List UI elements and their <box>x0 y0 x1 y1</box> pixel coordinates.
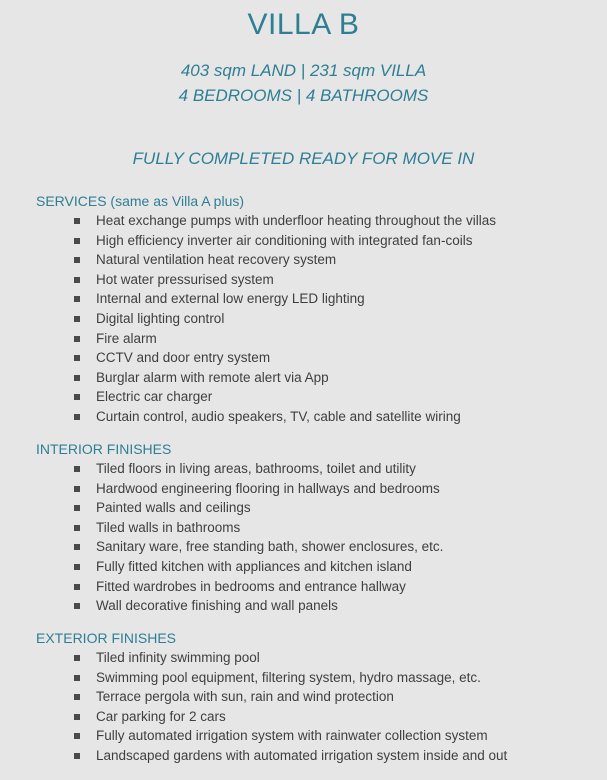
list-item-text: Burglar alarm with remote alert via App <box>96 369 329 385</box>
interior-finishes-list <box>36 459 596 616</box>
square-bullet-icon <box>74 296 80 302</box>
list-item <box>36 707 596 727</box>
square-bullet-icon <box>74 414 80 420</box>
square-bullet-icon <box>74 694 80 700</box>
list-item-text: CCTV and door entry system <box>96 350 271 366</box>
square-bullet-icon <box>74 733 80 739</box>
square-bullet-icon <box>74 564 80 570</box>
list-item <box>36 479 596 499</box>
square-bullet-icon <box>74 603 80 609</box>
square-bullet-icon <box>74 316 80 322</box>
list-item-text: Fire alarm <box>96 330 157 346</box>
list-item-text: Car parking for 2 cars <box>96 708 226 724</box>
list-item-text: Curtain control, audio speakers, TV, cable and satellite wiring <box>96 408 461 424</box>
list-item-text: Tiled infinity swimming pool <box>96 650 260 665</box>
services-list <box>36 211 596 427</box>
list-item-text: Fully fitted kitchen with appliances and kitchen island <box>96 558 412 574</box>
list-item <box>36 289 596 309</box>
list-item <box>36 211 596 231</box>
list-item-text: Swimming pool equipment, filtering system, hydro massage, etc. <box>96 669 481 685</box>
square-bullet-icon <box>74 375 80 381</box>
list-item-text: Painted walls and ceilings <box>96 500 251 516</box>
square-bullet-icon <box>74 675 80 681</box>
list-item <box>36 518 596 538</box>
list-item <box>36 459 596 479</box>
square-bullet-icon <box>74 714 80 720</box>
list-item <box>36 250 596 270</box>
list-item-text: Tiled walls in bathrooms <box>96 519 241 535</box>
interior-finishes-section <box>36 439 596 616</box>
exterior-finishes-heading: EXTERIOR FINISHES <box>36 630 177 646</box>
list-item <box>36 726 596 746</box>
list-item <box>36 231 596 251</box>
square-bullet-icon <box>74 394 80 400</box>
square-bullet-icon <box>74 277 80 283</box>
list-item <box>36 577 596 597</box>
list-item <box>36 668 596 688</box>
list-item <box>36 348 596 368</box>
list-item <box>36 309 596 329</box>
list-item-text: Fitted wardrobes in bedrooms and entrance hallway <box>96 578 406 594</box>
page-title: VILLA B <box>247 8 360 41</box>
square-bullet-icon <box>74 466 80 472</box>
list-item <box>36 746 596 766</box>
list-item-text: Internal and external low energy LED lighting <box>96 291 365 307</box>
list-item-text: Heat exchange pumps with underfloor heating throughout the villas <box>96 213 497 228</box>
square-bullet-icon <box>74 355 80 361</box>
square-bullet-icon <box>74 238 80 244</box>
square-bullet-icon <box>74 486 80 492</box>
list-item <box>36 596 596 616</box>
square-bullet-icon <box>74 257 80 263</box>
square-bullet-icon <box>74 584 80 590</box>
list-item-text: Terrace pergola with sun, rain and wind protection <box>96 689 394 705</box>
interior-finishes-heading: INTERIOR FINISHES <box>36 441 172 457</box>
list-item <box>36 687 596 707</box>
list-item <box>36 270 596 290</box>
list-item-text: Sanitary ware, free standing bath, shower enclosures, etc. <box>96 539 444 555</box>
list-item-text: Hot water pressurised system <box>96 271 274 287</box>
list-item <box>36 537 596 557</box>
list-item <box>36 329 596 349</box>
list-item-text: Hardwood engineering flooring in hallways and bedrooms <box>96 480 440 496</box>
exterior-finishes-section <box>36 628 596 766</box>
list-item-text: Digital lighting control <box>96 310 225 326</box>
services-section <box>36 191 596 427</box>
completion-status: FULLY COMPLETED READY FOR MOVE IN <box>132 149 475 168</box>
list-item-text: Wall decorative finishing and wall panels <box>96 598 338 614</box>
exterior-finishes-list <box>36 648 596 766</box>
list-item-text: Tiled floors in living areas, bathrooms, toilet and utility <box>96 461 416 476</box>
list-item <box>36 368 596 388</box>
area-summary: 403 sqm LAND | 231 sqm VILLA <box>180 61 427 80</box>
services-heading: SERVICES (same as Villa A plus) <box>36 193 245 209</box>
list-item <box>36 557 596 577</box>
list-item-text: Electric car charger <box>96 389 213 405</box>
list-item <box>36 648 596 668</box>
square-bullet-icon <box>74 753 80 759</box>
square-bullet-icon <box>74 655 80 661</box>
list-item <box>36 498 596 518</box>
list-item-text: Fully automated irrigation system with rainwater collection system <box>96 728 488 744</box>
square-bullet-icon <box>74 218 80 224</box>
list-item <box>36 387 596 407</box>
rooms-summary: 4 BEDROOMS | 4 BATHROOMS <box>178 86 429 105</box>
list-item <box>36 407 596 427</box>
list-item-text: High efficiency inverter air conditioning with integrated fan-coils <box>96 232 473 248</box>
square-bullet-icon <box>74 505 80 511</box>
list-item-text: Natural ventilation heat recovery system <box>96 252 337 268</box>
square-bullet-icon <box>74 525 80 531</box>
square-bullet-icon <box>74 336 80 342</box>
square-bullet-icon <box>74 544 80 550</box>
list-item-text: Landscaped gardens with automated irrigation system inside and out <box>96 747 508 763</box>
